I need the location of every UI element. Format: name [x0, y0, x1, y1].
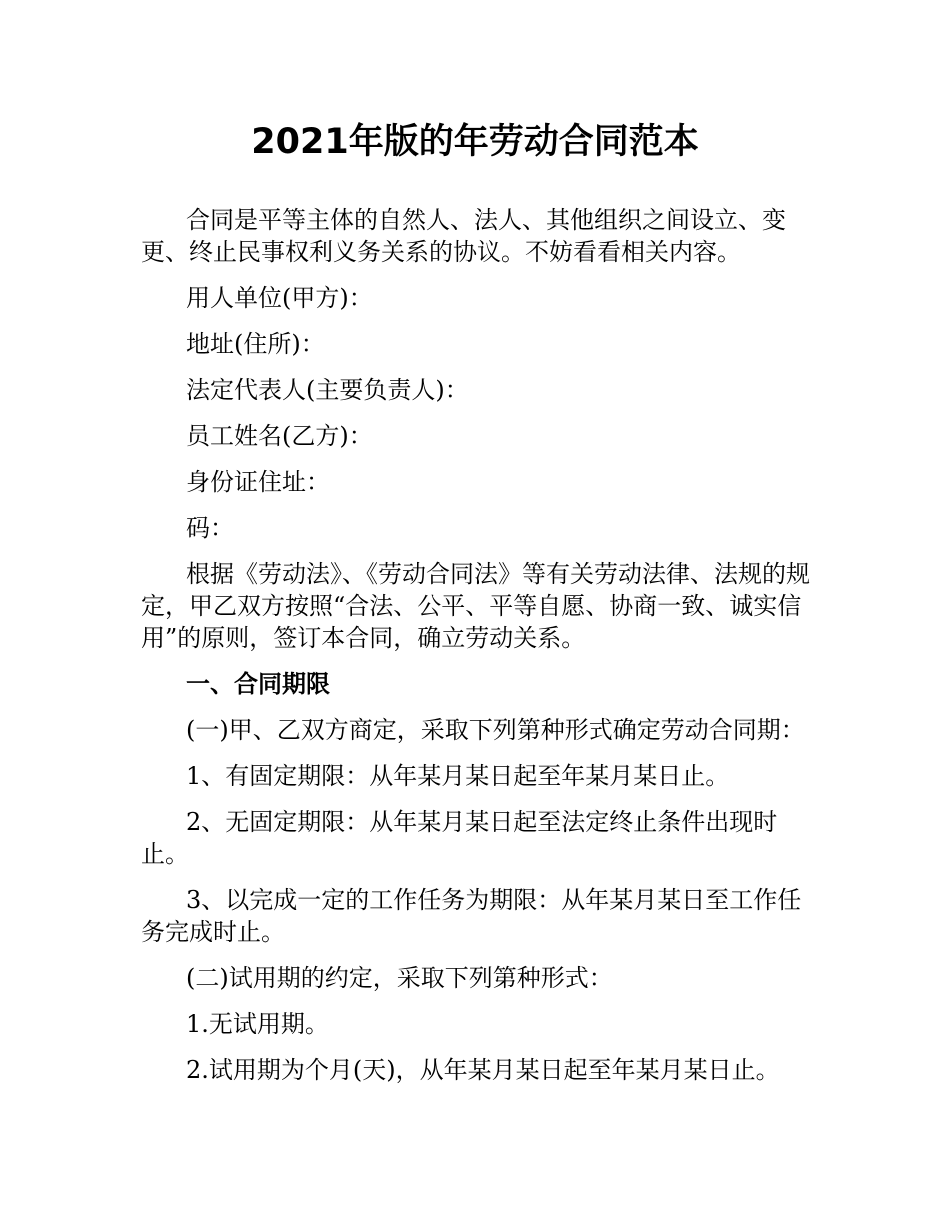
probation-option-none: 1.无试用期。 — [186, 1010, 329, 1038]
intro-paragraph: 合同是平等主体的自然人、法人、其他组织之间设立、变更、终止民事权利义务关系的协议。不妨看看相关内容。 — [141, 206, 786, 266]
address-field-label: 地址(住所)： — [186, 330, 325, 358]
term-option-fixed: 1、有固定期限：从年某月某日起至年某月某日止。 — [186, 762, 730, 790]
probation-option-period: 2.试用期为个月(天)，从年某月某日起至年某月某日止。 — [186, 1056, 780, 1084]
id-address-field-label: 身份证住址： — [186, 468, 330, 496]
employee-name-field-label: 员工姓名(乙方)： — [186, 422, 373, 450]
term-clause-intro: (一)甲、乙双方商定，采取下列第种形式确定劳动合同期： — [186, 716, 805, 744]
term-option-open: 2、无固定期限：从年某月某日起至法定终止条件出现时止。 — [141, 808, 778, 868]
code-field-label: 码： — [186, 514, 234, 542]
document-title: 2021年版的年劳动合同范本 — [251, 122, 699, 162]
legal-representative-field-label: 法定代表人(主要负责人)： — [186, 376, 469, 404]
employer-field-label: 用人单位(甲方)： — [186, 284, 373, 312]
section-heading-contract-term: 一、合同期限 — [186, 670, 330, 698]
term-option-task: 3、以完成一定的工作任务为期限：从年某月某日至工作任务完成时止。 — [141, 886, 802, 946]
legal-basis-paragraph: 根据《劳动法》、《劳动合同法》等有关劳动法律、法规的规定，甲乙双方按照“合法、公平、平等自愿、协商一致、诚实信用”的原则，签订本合同，确立劳动关系。 — [141, 560, 810, 652]
probation-clause-intro: (二)试用期的约定，采取下列第种形式： — [186, 964, 613, 992]
document-body — [141, 204, 821, 1100]
